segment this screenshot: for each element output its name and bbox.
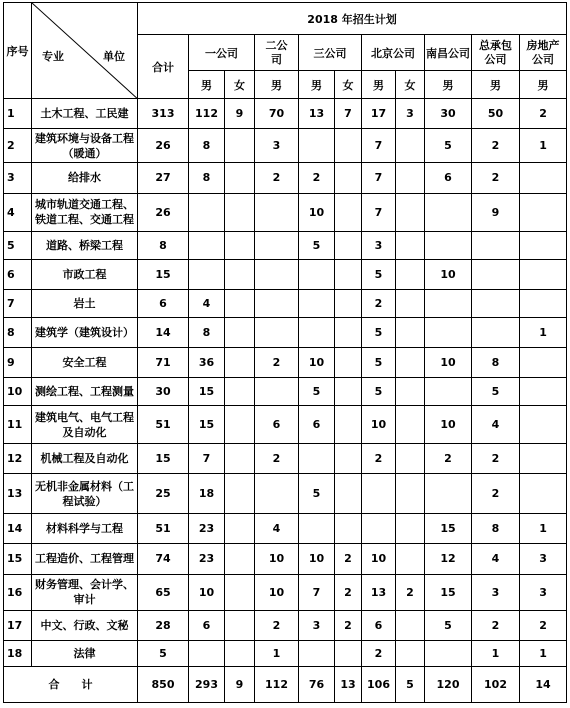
zcb-male-cell: [472, 317, 520, 347]
major-name: 建筑电气、电气工程及自动化: [32, 406, 138, 444]
fdc-male-cell: 1: [520, 317, 567, 347]
c3-male-cell: [299, 259, 335, 289]
c1-male-cell: 8: [189, 317, 225, 347]
c1-male-cell: [189, 640, 225, 666]
nc-male-cell: [425, 377, 472, 405]
c3-female-cell: 7: [335, 99, 362, 129]
bj-male-cell: 13: [362, 574, 396, 610]
row-number: 3: [4, 163, 32, 193]
bj-male-cell: 7: [362, 129, 396, 163]
row-total-cell: 5: [138, 640, 189, 666]
c1-female-cell: [225, 474, 255, 514]
nc-male-cell: 12: [425, 544, 472, 574]
unit-company-2-label: 二公司: [265, 38, 288, 66]
c1-female-header: 女: [225, 71, 255, 99]
c3-male-cell: 5: [299, 377, 335, 405]
c3-female-cell: 2: [335, 610, 362, 640]
c2-male-cell: 10: [255, 574, 299, 610]
fdc-male-header: 男: [520, 71, 567, 99]
c1-female-cell: [225, 640, 255, 666]
row-number: 4: [4, 193, 32, 231]
c3-female-cell: [335, 347, 362, 377]
c3-female-cell: [335, 231, 362, 259]
nc-male-cell: 10: [425, 406, 472, 444]
fdc-male-cell: 2: [520, 610, 567, 640]
c3-male-cell: 5: [299, 474, 335, 514]
nc-male-cell: 15: [425, 574, 472, 610]
table-row: [4, 640, 567, 666]
fdc-male-cell: 1: [520, 640, 567, 666]
bj-male-cell: [362, 514, 396, 544]
row-number: 12: [4, 444, 32, 474]
zcb-male-cell: 5: [472, 377, 520, 405]
c2-male-cell: [255, 377, 299, 405]
c1-male-cell: 4: [189, 289, 225, 317]
fdc-male-cell: [520, 377, 567, 405]
c3-female-cell: [335, 317, 362, 347]
c2-male-cell: 2: [255, 444, 299, 474]
nc-male-cell: 15: [425, 514, 472, 544]
unit-company-3: 三公司: [299, 35, 362, 71]
c1-female-cell: [225, 231, 255, 259]
zcb-male-cell: 2: [472, 444, 520, 474]
bj-male-cell: 7: [362, 163, 396, 193]
c3-female-header: 女: [335, 71, 362, 99]
major-name: 建筑学（建筑设计）: [32, 317, 138, 347]
major-header: 专业: [42, 50, 64, 64]
zcb-male-cell: [472, 231, 520, 259]
unit-nanchang: 南昌公司: [425, 35, 472, 71]
table-row: [4, 544, 567, 574]
c1-male-cell: 15: [189, 377, 225, 405]
unit-general-contracting: [472, 35, 520, 71]
c1-male-cell: 10: [189, 574, 225, 610]
totals-bj-male-cell: 106: [362, 666, 396, 702]
totals-c1-male-cell: 293: [189, 666, 225, 702]
unit-general-contracting-label: 总承包公司: [479, 38, 512, 66]
nc-male-cell: 30: [425, 99, 472, 129]
c1-male-cell: [189, 259, 225, 289]
table-row: [4, 99, 567, 129]
c1-female-cell: [225, 289, 255, 317]
nc-male-cell: 6: [425, 163, 472, 193]
nc-male-cell: [425, 289, 472, 317]
bj-female-cell: [396, 514, 425, 544]
c1-female-cell: [225, 193, 255, 231]
nc-male-cell: 2: [425, 444, 472, 474]
c3-female-cell: [335, 444, 362, 474]
plan-title: 2018 年招生计划: [138, 3, 567, 35]
zcb-male-cell: 8: [472, 347, 520, 377]
c2-male-cell: 70: [255, 99, 299, 129]
row-total-cell: 6: [138, 289, 189, 317]
bj-male-cell: 10: [362, 544, 396, 574]
c3-male-cell: [299, 444, 335, 474]
row-number: 6: [4, 259, 32, 289]
zcb-male-cell: 2: [472, 474, 520, 514]
bj-female-cell: [396, 129, 425, 163]
bj-female-cell: [396, 259, 425, 289]
major-name: 建筑环境与设备工程（暖通）: [32, 129, 138, 163]
fdc-male-cell: 1: [520, 129, 567, 163]
zcb-male-cell: 8: [472, 514, 520, 544]
row-number: 17: [4, 610, 32, 640]
c2-male-cell: [255, 474, 299, 514]
nc-male-header: 男: [425, 71, 472, 99]
zcb-male-cell: [472, 259, 520, 289]
row-total-cell: 51: [138, 406, 189, 444]
row-number: 2: [4, 129, 32, 163]
row-total-cell: 30: [138, 377, 189, 405]
c2-male-cell: 2: [255, 610, 299, 640]
zcb-male-cell: 9: [472, 193, 520, 231]
major-name: 测绘工程、工程测量: [32, 377, 138, 405]
nc-male-cell: [425, 193, 472, 231]
fdc-male-cell: [520, 259, 567, 289]
c3-male-cell: 10: [299, 193, 335, 231]
c3-male-cell: 2: [299, 163, 335, 193]
c3-male-cell: [299, 514, 335, 544]
major-name: 道路、桥梁工程: [32, 231, 138, 259]
nc-male-cell: [425, 317, 472, 347]
major-unit-header: [32, 3, 138, 99]
table-row: [4, 347, 567, 377]
totals-row-total-cell: 850: [138, 666, 189, 702]
row-number: 9: [4, 347, 32, 377]
c3-female-cell: [335, 474, 362, 514]
c3-male-cell: 7: [299, 574, 335, 610]
c1-male-cell: 36: [189, 347, 225, 377]
totals-c2-male-cell: 112: [255, 666, 299, 702]
c1-female-cell: [225, 574, 255, 610]
bj-female-cell: [396, 406, 425, 444]
major-name: 城市轨道交通工程、铁道工程、交通工程: [32, 193, 138, 231]
table-row: [4, 610, 567, 640]
zcb-male-cell: 1: [472, 640, 520, 666]
bj-female-cell: [396, 317, 425, 347]
row-number: 1: [4, 99, 32, 129]
unit-company-1: 一公司: [189, 35, 255, 71]
c1-male-cell: 8: [189, 129, 225, 163]
c1-female-cell: [225, 444, 255, 474]
c2-male-cell: [255, 317, 299, 347]
c2-male-cell: 1: [255, 640, 299, 666]
major-name: 安全工程: [32, 347, 138, 377]
fdc-male-cell: [520, 289, 567, 317]
seq-header: 序号: [4, 3, 32, 99]
bj-female-cell: [396, 193, 425, 231]
c3-male-cell: [299, 129, 335, 163]
nc-male-cell: 5: [425, 129, 472, 163]
c1-female-cell: 9: [225, 99, 255, 129]
bj-male-cell: 2: [362, 289, 396, 317]
row-total-cell: 15: [138, 444, 189, 474]
c1-male-cell: 112: [189, 99, 225, 129]
c1-male-header: 男: [189, 71, 225, 99]
c1-male-cell: [189, 231, 225, 259]
c3-male-cell: 13: [299, 99, 335, 129]
c1-female-cell: [225, 514, 255, 544]
major-name: 中文、行政、文秘: [32, 610, 138, 640]
c1-male-cell: 18: [189, 474, 225, 514]
c2-male-cell: [255, 259, 299, 289]
fdc-male-cell: 2: [520, 99, 567, 129]
c3-female-cell: 2: [335, 574, 362, 610]
c3-female-cell: [335, 289, 362, 317]
nc-male-cell: [425, 474, 472, 514]
major-name: 土木工程、工民建: [32, 99, 138, 129]
c1-female-cell: [225, 129, 255, 163]
totals-zcb-male-cell: 102: [472, 666, 520, 702]
major-name: 岩土: [32, 289, 138, 317]
bj-female-cell: [396, 640, 425, 666]
major-name: 无机非金属材料（工程试验）: [32, 474, 138, 514]
bj-male-cell: 5: [362, 377, 396, 405]
major-name: 法律: [32, 640, 138, 666]
row-number: 7: [4, 289, 32, 317]
c3-male-cell: 5: [299, 231, 335, 259]
row-number: 8: [4, 317, 32, 347]
fdc-male-cell: [520, 231, 567, 259]
unit-real-estate: [520, 35, 567, 71]
table-row: [4, 514, 567, 544]
c1-male-cell: 23: [189, 544, 225, 574]
bj-female-cell: [396, 610, 425, 640]
c3-male-cell: [299, 640, 335, 666]
row-number: 16: [4, 574, 32, 610]
zcb-male-cell: [472, 289, 520, 317]
nc-male-cell: 5: [425, 610, 472, 640]
table-row: [4, 444, 567, 474]
row-number: 11: [4, 406, 32, 444]
zcb-male-cell: 50: [472, 99, 520, 129]
major-name: 机械工程及自动化: [32, 444, 138, 474]
table-row: [4, 259, 567, 289]
c2-male-cell: [255, 231, 299, 259]
fdc-male-cell: [520, 163, 567, 193]
row-total-cell: 71: [138, 347, 189, 377]
table-row: [4, 193, 567, 231]
row-total-cell: 25: [138, 474, 189, 514]
c3-female-cell: [335, 640, 362, 666]
c1-male-cell: 23: [189, 514, 225, 544]
row-total-cell: 51: [138, 514, 189, 544]
unit-real-estate-label: 房地产公司: [526, 38, 560, 66]
row-total-cell: 8: [138, 231, 189, 259]
unit-company-2: [255, 35, 299, 71]
c3-male-cell: 6: [299, 406, 335, 444]
c1-female-cell: [225, 317, 255, 347]
zcb-male-cell: 3: [472, 574, 520, 610]
row-total-cell: 27: [138, 163, 189, 193]
c1-female-cell: [225, 259, 255, 289]
row-total-cell: 26: [138, 129, 189, 163]
bj-male-cell: 5: [362, 347, 396, 377]
bj-male-cell: [362, 474, 396, 514]
zcb-male-cell: 2: [472, 163, 520, 193]
totals-row: [4, 666, 567, 702]
row-total-cell: 14: [138, 317, 189, 347]
c3-male-cell: 10: [299, 347, 335, 377]
totals-fdc-male-cell: 14: [520, 666, 567, 702]
c2-male-cell: 3: [255, 129, 299, 163]
c3-female-cell: [335, 377, 362, 405]
bj-male-header: 男: [362, 71, 396, 99]
fdc-male-cell: 1: [520, 514, 567, 544]
row-number: 5: [4, 231, 32, 259]
c2-male-cell: 2: [255, 163, 299, 193]
c3-male-header: 男: [299, 71, 335, 99]
table-row: [4, 231, 567, 259]
table-row: [4, 317, 567, 347]
nc-male-cell: [425, 231, 472, 259]
c3-female-cell: [335, 259, 362, 289]
c2-male-cell: 2: [255, 347, 299, 377]
c2-male-cell: 6: [255, 406, 299, 444]
bj-male-cell: 17: [362, 99, 396, 129]
row-number: 15: [4, 544, 32, 574]
totals-label: 合 计: [4, 666, 138, 702]
totals-bj-female-cell: 5: [396, 666, 425, 702]
c1-male-cell: 6: [189, 610, 225, 640]
bj-female-cell: [396, 544, 425, 574]
c3-female-cell: [335, 514, 362, 544]
bj-male-cell: 3: [362, 231, 396, 259]
c2-male-header: 男: [255, 71, 299, 99]
fdc-male-cell: [520, 347, 567, 377]
bj-female-cell: [396, 377, 425, 405]
table-row: [4, 474, 567, 514]
c1-male-cell: 7: [189, 444, 225, 474]
bj-male-cell: 10: [362, 406, 396, 444]
nc-male-cell: 10: [425, 259, 472, 289]
bj-female-cell: [396, 347, 425, 377]
major-name: 工程造价、工程管理: [32, 544, 138, 574]
total-header: 合计: [138, 35, 189, 99]
bj-female-cell: [396, 231, 425, 259]
row-number: 18: [4, 640, 32, 666]
c3-female-cell: [335, 129, 362, 163]
bj-female-cell: [396, 474, 425, 514]
table-row: [4, 289, 567, 317]
c1-female-cell: [225, 347, 255, 377]
c1-female-cell: [225, 610, 255, 640]
bj-female-cell: [396, 163, 425, 193]
bj-female-header: 女: [396, 71, 425, 99]
row-total-cell: 74: [138, 544, 189, 574]
c1-male-cell: [189, 193, 225, 231]
row-total-cell: 15: [138, 259, 189, 289]
table-row: [4, 406, 567, 444]
unit-beijing: 北京公司: [362, 35, 425, 71]
zcb-male-cell: 2: [472, 129, 520, 163]
row-total-cell: 28: [138, 610, 189, 640]
bj-female-cell: 2: [396, 574, 425, 610]
c3-male-cell: 10: [299, 544, 335, 574]
bj-male-cell: 5: [362, 259, 396, 289]
c1-female-cell: [225, 544, 255, 574]
c3-male-cell: [299, 317, 335, 347]
c2-male-cell: 4: [255, 514, 299, 544]
c3-female-cell: [335, 193, 362, 231]
table-row: [4, 129, 567, 163]
totals-nc-male-cell: 120: [425, 666, 472, 702]
table-row: [4, 377, 567, 405]
fdc-male-cell: 3: [520, 544, 567, 574]
row-total-cell: 313: [138, 99, 189, 129]
c1-female-cell: [225, 377, 255, 405]
bj-male-cell: 6: [362, 610, 396, 640]
c2-male-cell: 10: [255, 544, 299, 574]
c3-male-cell: [299, 289, 335, 317]
major-name: 给排水: [32, 163, 138, 193]
c1-female-cell: [225, 163, 255, 193]
recruitment-plan-table: [3, 2, 567, 703]
c3-female-cell: [335, 406, 362, 444]
row-number: 10: [4, 377, 32, 405]
bj-male-cell: 7: [362, 193, 396, 231]
bj-male-cell: 2: [362, 640, 396, 666]
totals-c3-male-cell: 76: [299, 666, 335, 702]
nc-male-cell: 10: [425, 347, 472, 377]
row-number: 14: [4, 514, 32, 544]
unit-header: 单位: [103, 50, 125, 64]
bj-female-cell: [396, 289, 425, 317]
major-name: 材料科学与工程: [32, 514, 138, 544]
row-total-cell: 65: [138, 574, 189, 610]
c3-female-cell: [335, 163, 362, 193]
major-name: 市政工程: [32, 259, 138, 289]
table-row: [4, 163, 567, 193]
fdc-male-cell: 3: [520, 574, 567, 610]
bj-female-cell: [396, 444, 425, 474]
zcb-male-cell: 2: [472, 610, 520, 640]
zcb-male-cell: 4: [472, 406, 520, 444]
c2-male-cell: [255, 289, 299, 317]
c1-male-cell: 15: [189, 406, 225, 444]
nc-male-cell: [425, 640, 472, 666]
zcb-male-header: 男: [472, 71, 520, 99]
bj-male-cell: 2: [362, 444, 396, 474]
bj-female-cell: 3: [396, 99, 425, 129]
c2-male-cell: [255, 193, 299, 231]
fdc-male-cell: [520, 406, 567, 444]
fdc-male-cell: [520, 193, 567, 231]
zcb-male-cell: 4: [472, 544, 520, 574]
c3-male-cell: 3: [299, 610, 335, 640]
c1-male-cell: 8: [189, 163, 225, 193]
fdc-male-cell: [520, 474, 567, 514]
bj-male-cell: 5: [362, 317, 396, 347]
row-number: 13: [4, 474, 32, 514]
row-total-cell: 26: [138, 193, 189, 231]
fdc-male-cell: [520, 444, 567, 474]
major-name: 财务管理、会计学、审计: [32, 574, 138, 610]
table-row: [4, 574, 567, 610]
c1-female-cell: [225, 406, 255, 444]
totals-c1-female-cell: 9: [225, 666, 255, 702]
c3-female-cell: 2: [335, 544, 362, 574]
totals-c3-female-cell: 13: [335, 666, 362, 702]
